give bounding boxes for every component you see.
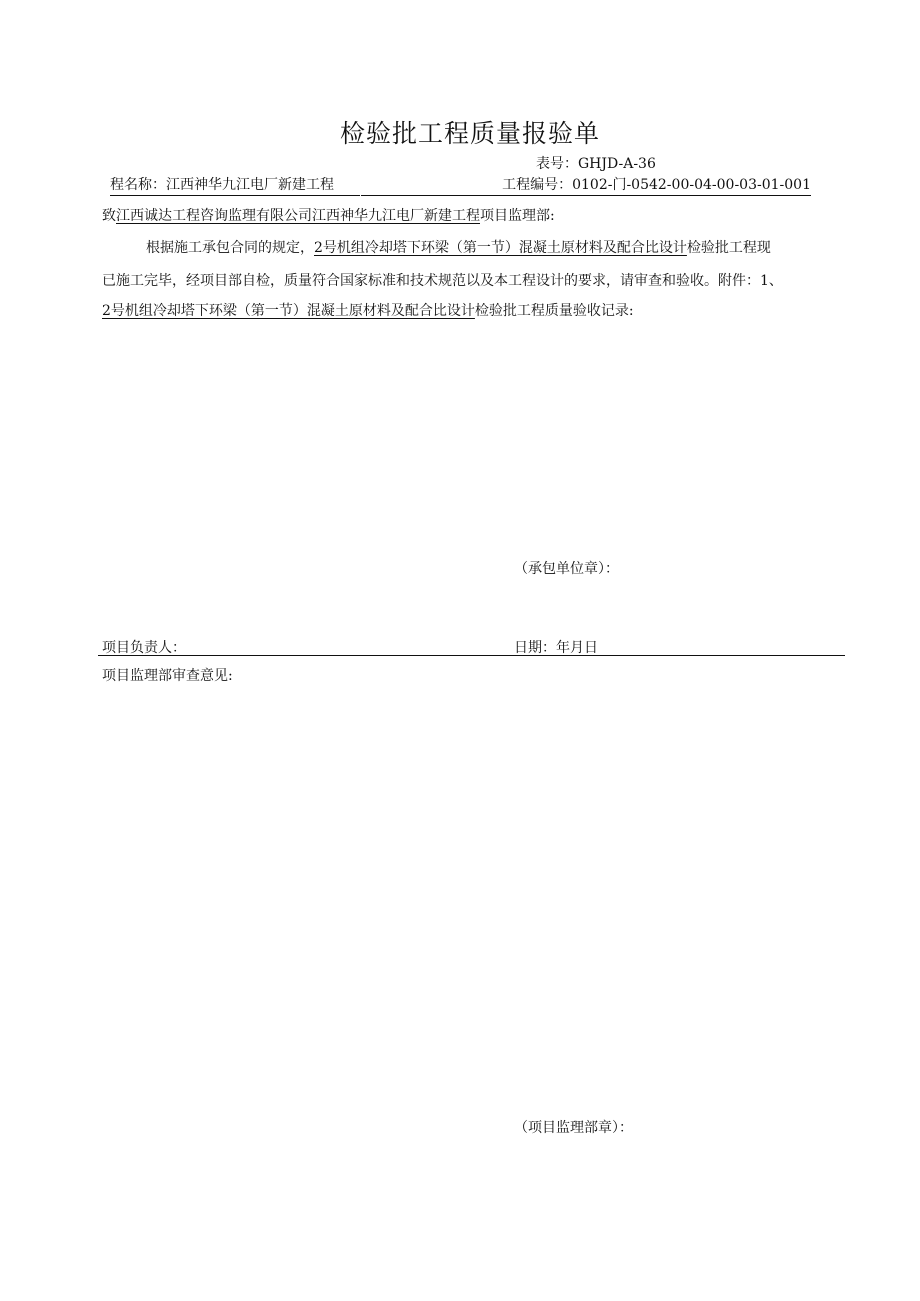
date-label: 日期：年月日 [514,640,598,656]
contractor-seal-label: （承包单位章）： [514,561,619,577]
section-divider [98,655,845,656]
addressee-suffix: 项目监理部: [480,208,555,224]
addressee-line [102,205,555,225]
supervision-opinion-label: 项目监理部审查意见: [102,668,233,684]
attachment-label: 检验批工程质量验收记录: [474,303,634,319]
document-title: 检验批工程质量报验单 [339,119,600,148]
form-number: 表号：GHJD-A-36 [536,156,656,172]
project-code: 工程编号：0102-门-0542-00-04-00-03-01-001 [361,174,811,196]
project-manager-label: 项目负责人： [102,640,186,656]
supervision-seal-label: （项目监理部章）： [514,1120,633,1136]
body-line1-end: 检验批工程现 [686,240,771,256]
attachment-item-name: 2号机组冷却塔下环梁（第一节）混凝土原材料及配合比设计 [102,303,475,319]
inspection-item-name: 2号机组冷却塔下环梁（第一节）混凝土原材料及配合比设计 [314,240,687,256]
body-paragraph-line-2: 已施工完毕，经项目部自检，质量符合国家标准和技术规范以及本工程设计的要求，请审查和验收。附件：1、 [102,273,783,289]
body-intro: 根据施工承包合同的规定， [146,240,314,256]
body-paragraph-line-1 [146,237,771,257]
addressee-prefix: 致 [102,208,116,224]
body-paragraph-line-3 [102,300,634,320]
project-meta-row [98,174,845,194]
addressee-company: 江西诚达工程咨询监理有限公司江西神华九江电厂新建工程 [116,208,480,224]
project-name: 程名称：江西神华九江电厂新建工程 [110,174,360,196]
